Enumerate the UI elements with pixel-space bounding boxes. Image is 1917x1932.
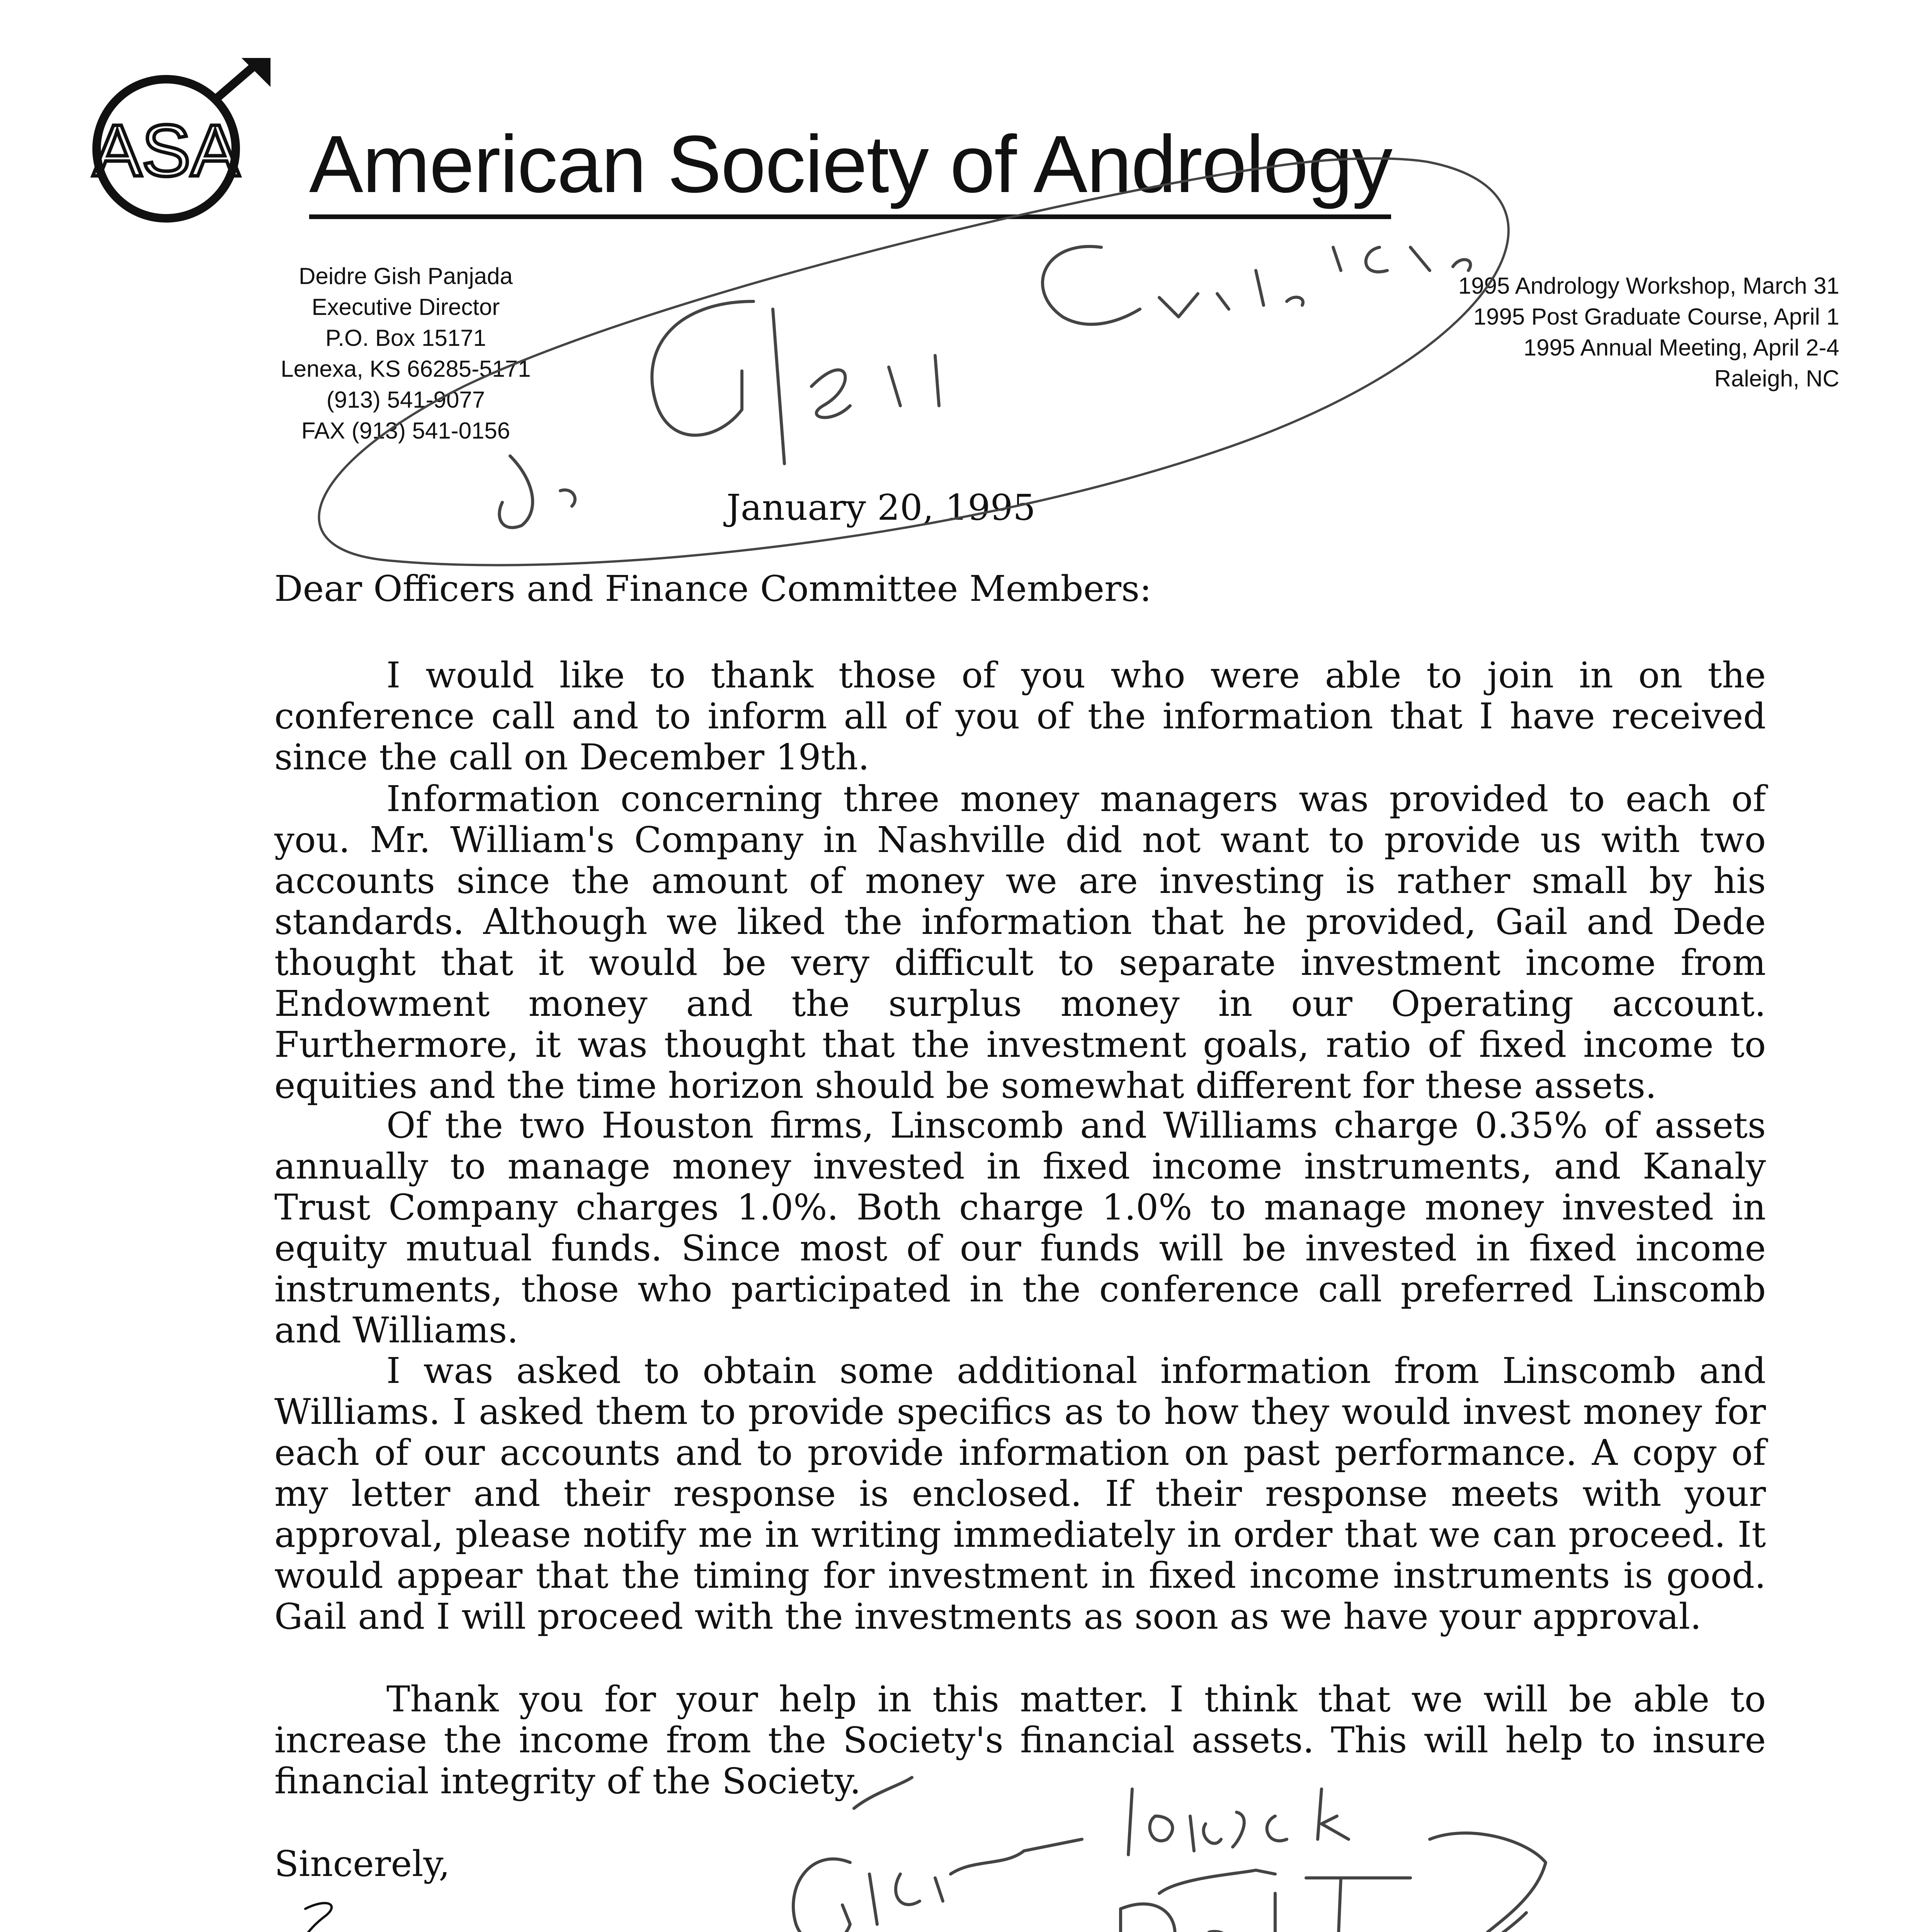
director-address: [270, 261, 541, 446]
body-paragraph: Information concerning three money managers was provided to each of you. Mr. William's Company in Nashville did not want to provide us with two accounts since the amount of money we are investing is rather small by his standards. Although we liked the information that he provided, Gail and Dede thought that it would be very difficult to separate investment income from Endowment money and the surplus money in our Operating account. Furthermore, it was thought that the investment goals, ratio of fixed income to equities and the time horizon should be somewhat different for these assets.: [274, 778, 1766, 1106]
meetings-info: [1391, 270, 1839, 394]
director-line: Executive Director: [311, 294, 500, 320]
svg-text:ASA: ASA: [92, 110, 240, 192]
body-paragraph: I was asked to obtain some additional information from Linscomb and Williams. I asked them to provide specifics as to how they would invest money for each of our accounts and to provide information on past performance. A copy of my letter and their response is enclosed. If their response meets with your approval, please notify me in writing immediately in order that we can proceed. It would appear that the timing for investment in fixed income instruments is good. Gail and I will proceed with the investments as soon as we have your approval.: [274, 1350, 1766, 1637]
director-line: Deidre Gish Panjada: [299, 263, 513, 289]
org-name: American Society of Andrology: [309, 119, 1392, 209]
signature-glenn: [282, 1893, 464, 1932]
body-paragraph: Thank you for your help in this matter. I think that we will be able to increase the income from the Society's financial assets. This will help to insure financial integrity of the Society.: [274, 1679, 1766, 1802]
body-paragraph: Of the two Houston firms, Linscomb and Williams charge 0.35% of assets annually to manage money invested in fixed income instruments, and Kanaly Trust Company charges 1.0%. Both charge 1.0% to manage money invested in equity mutual funds. Since most of our funds will be invested in fixed income instruments, those who participated in the conference call preferred Linscomb and Williams.: [274, 1105, 1766, 1351]
meeting-line: Raleigh, NC: [1714, 366, 1839, 391]
salutation: Dear Officers and Finance Committee Members:: [274, 568, 1152, 609]
letter-date: January 20, 1995: [726, 487, 1036, 528]
org-rule: [309, 214, 1391, 219]
director-line: Lenexa, KS 66285-5171: [281, 356, 531, 382]
director-line: P.O. Box 15171: [325, 325, 486, 351]
closing: Sincerely,: [274, 1843, 450, 1884]
director-line: FAX (913) 541-0156: [301, 418, 510, 444]
meeting-line: 1995 Andrology Workshop, March 31: [1458, 273, 1839, 299]
meeting-line: 1995 Post Graduate Course, April 1: [1473, 304, 1839, 330]
director-line: (913) 541-9077: [326, 387, 485, 413]
asa-logo: [89, 58, 274, 224]
body-paragraph: I would like to thank those of you who were able to join in on the conference call and to inform all of you of the information that I have received since the call on December 19th.: [274, 655, 1766, 778]
meeting-line: 1995 Annual Meeting, April 2-4: [1523, 335, 1839, 361]
